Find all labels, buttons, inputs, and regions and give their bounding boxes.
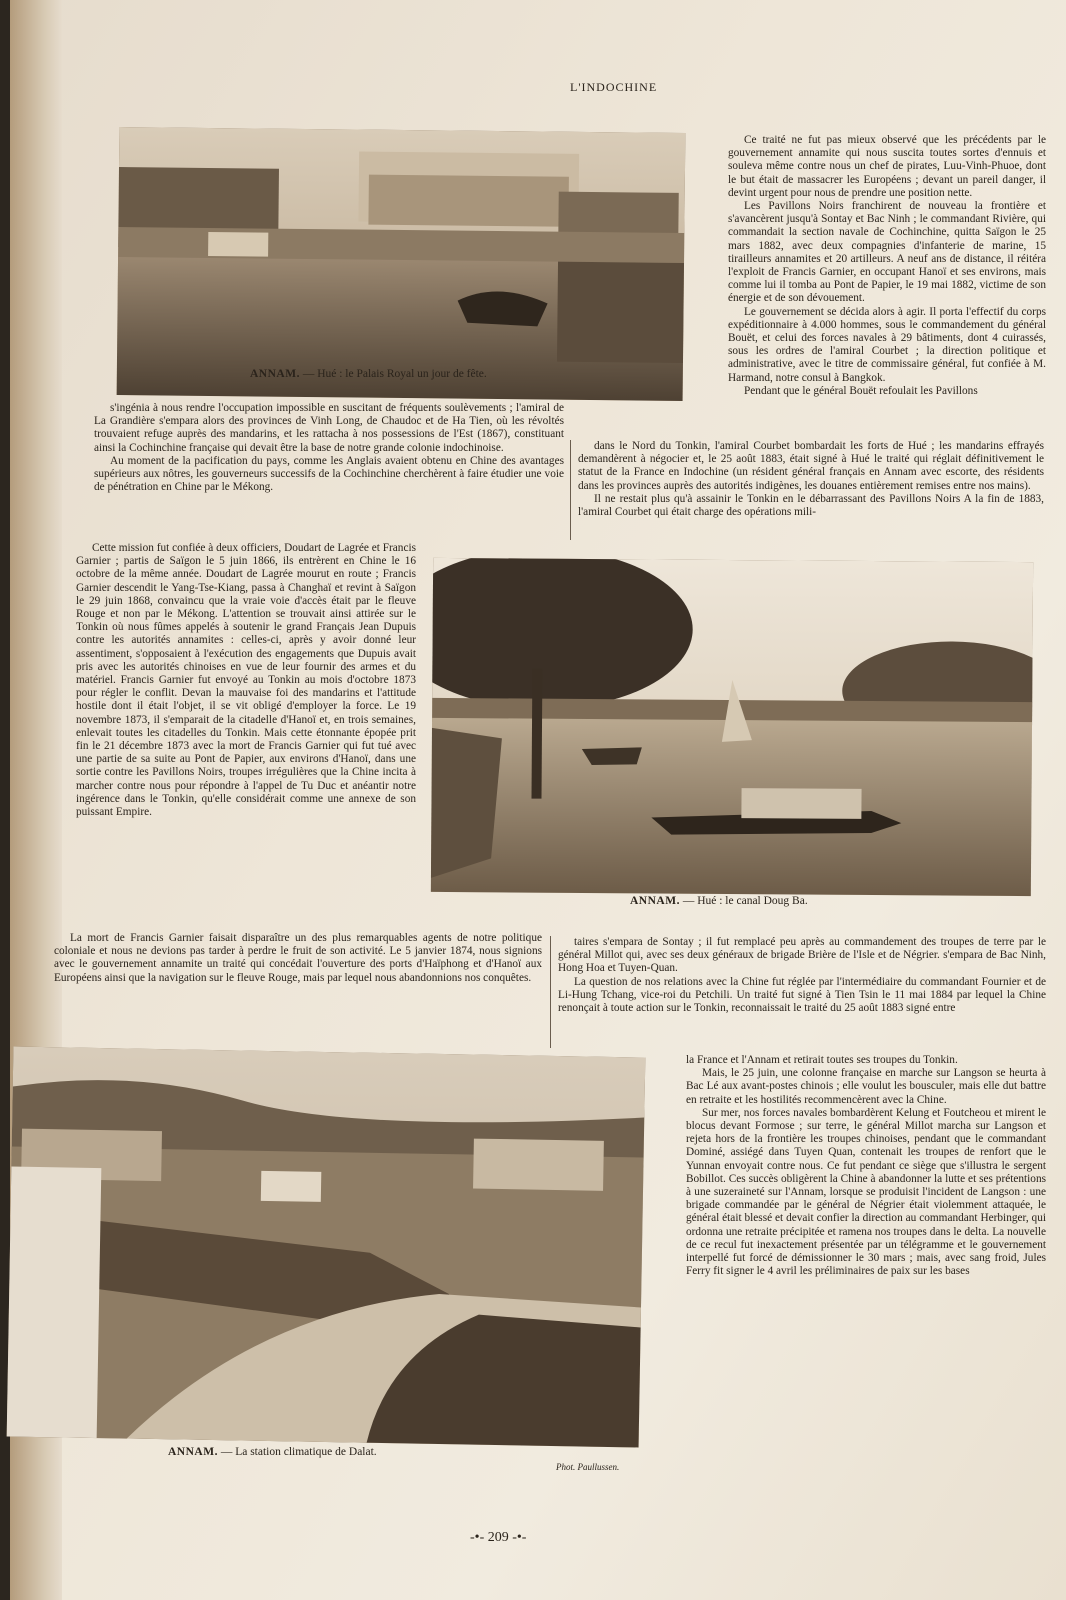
dalat-image (7, 1047, 646, 1448)
book-page (10, 0, 1066, 1600)
text-right-bottom (686, 1054, 1046, 1278)
paragraph: La question de nos relations avec la Chine fut réglée par l'intermédiaire du commandant Fournier et de Li-Hung Tchang, vice-roi du Petchili. Un traité fut signé à Tien Tsin le 11 mai 1884 par lequel la Chine renonçait à toute action sur le Tonkin, reconnaissait le traité du 25 août 1883 signé entre (558, 975, 1046, 1015)
caption-text: — Hué : le Palais Royal un jour de fête. (302, 368, 487, 380)
paragraph: Le gouvernement se décida alors à agir. Il porta l'effectif du corps expéditionnaire à 4.000 hommes, sous le commandement du général Bouët, et celui des forces navales à 29 bâtiments, dont 4 cuirassés, sous les ordres de l'amiral Courbet ; la direction politique et administrative, avec le titre de commissaire général, fut confiée à M. Harmand, notre consul à Bangkok. (728, 305, 1046, 384)
text-right-top (728, 134, 1046, 398)
caption-region: ANNAM. (168, 1446, 218, 1458)
photo-credit: Phot. Paullussen. (556, 1462, 620, 1472)
running-title: L'INDOCHINE (570, 80, 658, 94)
photo-dalat (7, 1047, 646, 1448)
caption-canal (630, 895, 808, 907)
palais-royal-image (117, 127, 686, 401)
page-number: -•- 209 -•- (470, 1530, 527, 1545)
column-rule (570, 440, 571, 540)
canal-image (431, 558, 1033, 896)
text-right-mid (578, 440, 1044, 519)
photo-palais-royal (117, 127, 686, 401)
text-left-top (94, 402, 564, 494)
paragraph: Mais, le 25 juin, une colonne française en marche sur Langson se heurta à Bac Lé aux avant-postes chinois ; elle voulut les bousculer, mais elle dut battre en retraite et les hostilités recommencèrent avec la Chine. (686, 1067, 1046, 1106)
paragraph: Ce traité ne fut pas mieux observé que les précédents par le gouvernement annamite qui nous suscita toutes sortes d'ennuis et souleva même contre nous un chef de pirates, Luu-Vinh-Phuoe, dont le but était de massacrer les Européens ; devant un pareil danger, il devint urgent pour nous de prendre une position nette. (728, 134, 1046, 199)
paragraph: La mort de Francis Garnier faisait disparaître un des plus remarquables agents de notre politique coloniale et nous ne devions pas tarder à perdre le fruit de son activité. Le 5 janvier 1874, nous signions avec le gouvernement annamite un traité qui concédait l'ouverture des ports d'Haïphong et d'Hanoï aux Européens ainsi que la navigation sur le fleuve Rouge, mais par lequel nous abandonnions nos conquêtes. (54, 932, 542, 984)
paragraph: Les Pavillons Noirs franchirent de nouveau la frontière et s'avancèrent jusqu'à Sontay et Bac Ninh ; le commandant Rivière, qui commandait la section navale de Cochinchine, quitta Saïgon le 25 mars 1882, avec deux compagnies d'infanterie de marine, 15 tirailleurs annamites et 20 artilleurs. A neuf ans de distance, il réitéra l'exploit de Francis Garnier, en occupant Hanoï et ses environs, mais comme lui il tomba au Pont de Papier, le 19 mai 1882, victime de son énergie et de son dévouement. (728, 200, 1046, 305)
caption-text: — Hué : le canal Doug Ba. (682, 895, 808, 907)
caption-region: ANNAM. (630, 895, 680, 907)
text-left-mid (76, 542, 416, 819)
caption-text: — La station climatique de Dalat. (220, 1446, 377, 1458)
paragraph: taires s'empara de Sontay ; il fut remplacé peu après au commandement des troupes de terre par le général Millot qui, avec ses deux généraux de brigade Brière de l'Isle et de Négrier. s'empara de Bac Ninh, Hong Hoa et Tuyen-Quan. (558, 936, 1046, 975)
paragraph: s'ingénia à nous rendre l'occupation impossible en suscitant de fréquents soulèvements ; l'amiral de La Grandière s'empara alors des provinces de Vinh Long, de Chaudoc et de Ha Tien, où les révoltés trouvaient refuge auprès des mandarins, et les rattacha à nos possessions de l'Est (1867), constituant ainsi la Cochinchine française qui devait être la base de notre grande colonie indochinoise. (94, 402, 564, 454)
text-left-lower (54, 932, 542, 985)
column-rule (550, 936, 551, 1048)
paragraph: Sur mer, nos forces navales bombardèrent Kelung et Foutcheou et mirent le blocus devant Formose ; sur terre, le général Millot marcha sur Langson et rejeta hors de la frontière les troupes chinoises, pendant que le commandant Dominé, assiégé dans Tuyen Quan, contenait les troupes de renfort que le Yunnan envoyait contre nous. Ce fut pendant ce siège que s'illustra le sergent Bobillot. Ces succès obligèrent la Chine à abandonner la lutte et ses prétentions à une suzeraineté sur l'Annam, lorsque se produisit l'incident de Langson : une brigade commandée par le général de Négrier était violemment attaquée, le général était blessé et devait confier la direction au commandant Herbinger, qui ordonna une retraite précipitée et ramena nos troupes dans le delta. La nouvelle de ce recul fut inexactement présentée par un télégramme et le gouvernement interpellé fut forcé de démissionner le 30 mars ; mais, avec sang froid, Jules Ferry fit signer le 4 avril les préliminaires de paix sur les bases (686, 1106, 1046, 1278)
paragraph: Au moment de la pacification du pays, comme les Anglais avaient obtenu en Chine des avantages supérieurs aux nôtres, les gouverneurs successifs de la Cochinchine cherchèrent à faire étudier une voie de pénétration en Chine par le Mékong. (94, 454, 564, 494)
text-right-lower (558, 936, 1046, 1015)
caption-region: ANNAM. (250, 368, 300, 380)
paragraph: Il ne restait plus qu'à assainir le Tonkin en le débarrassant des Pavillons Noirs A la fin de 1883, l'amiral Courbet qui était charge des opérations mili- (578, 492, 1044, 519)
paragraph: dans le Nord du Tonkin, l'amiral Courbet bombardait les forts de Hué ; les mandarins effrayés demandèrent à négocier et, le 25 août 1883, était signé à Hué le traité qui réglait définitivement le statut de la France en Indochine (un résident général français en Annam avec escorte, des résidents dans les provinces auprès des autorités indigènes, les douanes entièrement remises entre nos mains). (578, 440, 1044, 492)
paragraph: Cette mission fut confiée à deux officiers, Doudart de Lagrée et Francis Garnier ; partis de Saïgon le 5 juin 1866, ils entrèrent en Chine le 16 octobre de la même année. Doudart de Lagrée mourut en route ; Francis Garnier descendit le Yang-Tse-Kiang, passa à Changhaï et revint à Saïgon le 29 juin 1868, convaincu que la vraie voie d'accès était par le fleuve Rouge et non par le Mékong. L'attention se trouvait ainsi attirée sur le Tonkin où nous fûmes appelés à soutenir le grand Français Jean Dupuis contre les autorités annamites : celles-ci, après y avoir donné leur assentiment, s'opposaient à l'exécution des engagements que Dupuis avait pris avec les autorités chinoises en vue de leur fournir des armes et du matériel. Francis Garnier fut envoyé au Tonkin au mois d'octobre 1873 pour régler le conflit. Devan la mauvaise foi des mandarins et l'attitude hostile dont il était l'objet, il se vit obligé d'employer la force. Le 19 novembre 1873, il s'emparait de la citadelle d'Hanoï et, en trois semaines, enlevait toutes les citadelles du Tonkin. Mais cette étonnante épopée prit fin le 21 décembre 1873 avec la mort de Francis Garnier qui fut tué avec une partie de sa suite au Pont de Papier, aux environs d'Hanoï, dans une sortie contre les Pavillons Noirs, troupes irrégulières que la Chine incita à marcher contre nous pour répondre à l'appel de Tu Duc et anéantir notre ingérence dans le Tonkin, qu'elle considérait comme une annexe de son puissant Empire. (76, 542, 416, 819)
caption-palais-royal (250, 368, 487, 380)
photo-canal (431, 558, 1033, 896)
paragraph: la France et l'Annam et retirait toutes ses troupes du Tonkin. (686, 1054, 958, 1066)
caption-dalat (168, 1446, 377, 1458)
paragraph: Pendant que le général Bouët refoulait les Pavillons (744, 384, 978, 397)
